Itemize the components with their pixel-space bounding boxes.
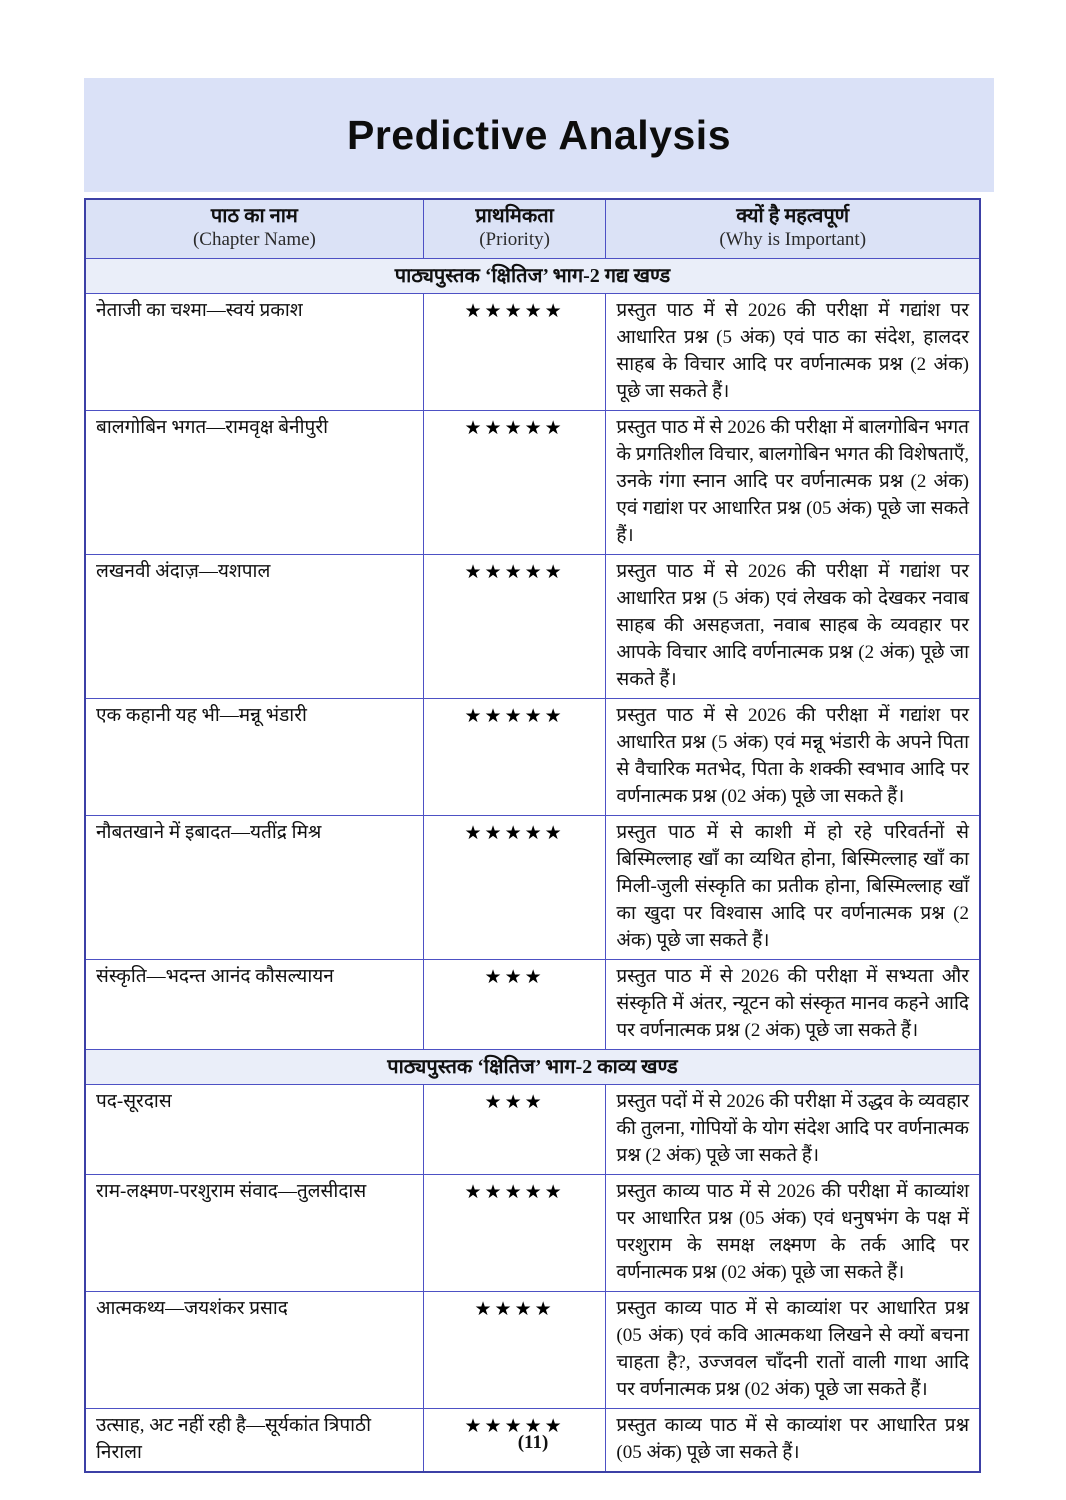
table-row	[85, 411, 980, 555]
why-cell: प्रस्तुत काव्य पाठ में से काव्यांश पर आधारित प्रश्न (05 अंक) एवं कवि आत्मकथा लिखने से क्यों बचना चाहता है?, उज्जवल चाँदनी रातों वाली गाथा आदि पर वर्णनात्मक प्रश्न (02 अंक) पूछे जा सकते हैं।	[606, 1291, 980, 1408]
priority-stars: ★★★★★	[423, 815, 606, 959]
chapter-cell: आत्मकथ्य—जयशंकर प्रसाद	[85, 1291, 423, 1408]
priority-stars: ★★★	[423, 1084, 606, 1174]
priority-stars: ★★★★★	[423, 411, 606, 555]
priority-stars: ★★★★★	[423, 698, 606, 815]
why-cell: प्रस्तुत पाठ में से 2026 की परीक्षा में बालगोबिन भगत के प्रगतिशील विचार, बालगोबिन भगत की विशेषताएँ, उनके गंगा स्नान आदि पर वर्णनात्मक प्रश्न (2 अंक) एवं गद्यांश पर आधारित प्रश्न (05 अंक) पूछे जा सकते हैं।	[606, 411, 980, 555]
priority-stars: ★★★★	[423, 1291, 606, 1408]
chapter-cell: नौबतखाने में इबादत—यतींद्र मिश्र	[85, 815, 423, 959]
table-row	[85, 294, 980, 411]
table-row	[85, 1174, 980, 1291]
col-header-why-important-hindi: क्यों है महत्वपूर्ण	[736, 205, 850, 227]
table-row	[85, 1084, 980, 1174]
priority-stars: ★★★★★	[423, 1408, 606, 1471]
col-header-chapter-name	[85, 199, 423, 259]
why-cell: प्रस्तुत पाठ में से 2026 की परीक्षा में सभ्यता और संस्कृति में अंतर, न्यूटन को संस्कृत मानव कहने आदि पर वर्णनात्मक प्रश्न (2 अंक) पूछे जा सकते हैं।	[606, 959, 980, 1049]
priority-stars: ★★★★★	[423, 294, 606, 411]
why-cell: प्रस्तुत काव्य पाठ में से 2026 की परीक्षा में काव्यांश पर आधारित प्रश्न (05 अंक) एवं धनुषभंग के पक्ष में परशुराम के समक्ष लक्ष्मण के तर्क आदि पर वर्णनात्मक प्रश्न (02 अंक) पूछे जा सकते हैं।	[606, 1174, 980, 1291]
page-title: Predictive Analysis	[346, 111, 731, 158]
table-row	[85, 815, 980, 959]
chapter-cell: संस्कृति—भदन्त आनंद कौसल्यायन	[85, 959, 423, 1049]
priority-stars: ★★★	[423, 959, 606, 1049]
col-header-chapter-name-english: (Chapter Name)	[192, 229, 316, 250]
table-row	[85, 959, 980, 1049]
page-title-banner	[84, 78, 994, 192]
chapter-cell: बालगोबिन भगत—रामवृक्ष बेनीपुरी	[85, 411, 423, 555]
page-number: (11)	[517, 1432, 549, 1453]
section-heading: पाठ्यपुस्तक ‘क्षितिज’ भाग-2 काव्य खण्ड	[85, 1049, 980, 1084]
col-header-chapter-name-hindi: पाठ का नाम	[210, 205, 298, 227]
table-row	[85, 555, 980, 699]
priority-stars: ★★★★★	[423, 555, 606, 699]
predictive-analysis-table	[84, 198, 981, 1473]
chapter-cell: एक कहानी यह भी—मन्नू भंडारी	[85, 698, 423, 815]
chapter-cell: राम-लक्ष्मण-परशुराम संवाद—तुलसीदास	[85, 1174, 423, 1291]
why-cell: प्रस्तुत पाठ में से 2026 की परीक्षा में गद्यांश पर आधारित प्रश्न (5 अंक) एवं लेखक को देखकर नवाब साहब की असहजता, नवाब साहब के व्यवहार पर आपके विचार आदि वर्णनात्मक प्रश्न (2 अंक) पूछे जा सकते हैं।	[606, 555, 980, 699]
why-cell: प्रस्तुत पदों में से 2026 की परीक्षा में उद्धव के व्यवहार की तुलना, गोपियों के योग संदेश आदि पर वर्णनात्मक प्रश्न (2 अंक) पूछे जा सकते हैं।	[606, 1084, 980, 1174]
col-header-priority-english: (Priority)	[479, 229, 550, 250]
section-heading: पाठ्यपुस्तक ‘क्षितिज’ भाग-2 गद्य खण्ड	[85, 259, 980, 294]
col-header-why-important-english: (Why is Important)	[719, 229, 867, 250]
why-cell: प्रस्तुत पाठ में से 2026 की परीक्षा में गद्यांश पर आधारित प्रश्न (5 अंक) एवं पाठ का संदेश, हालदर साहब के विचार आदि पर वर्णनात्मक प्रश्न (2 अंक) पूछे जा सकते हैं।	[606, 294, 980, 411]
why-cell: प्रस्तुत पाठ में से काशी में हो रहे परिवर्तनों से बिस्मिल्लाह खाँ का व्यथित होना, बिस्मिल्लाह खाँ का मिली-जुली संस्कृति का प्रतीक होना, बिस्मिल्लाह खाँ का खुदा पर विश्वास आदि पर वर्णनात्मक प्रश्न (2 अंक) पूछे जा सकते हैं।	[606, 815, 980, 959]
chapter-cell: लखनवी अंदाज़—यशपाल	[85, 555, 423, 699]
chapter-cell: उत्साह, अट नहीं रही है—सूर्यकांत त्रिपाठी निराला	[85, 1408, 423, 1471]
table-row	[85, 1291, 980, 1408]
chapter-cell: नेताजी का चश्मा—स्वयं प्रकाश	[85, 294, 423, 411]
chapter-cell: पद-सूरदास	[85, 1084, 423, 1174]
col-header-priority-hindi: प्राथमिकता	[475, 205, 554, 227]
section-header-gadya-khand	[85, 259, 980, 294]
table-header-row	[85, 199, 980, 259]
why-cell: प्रस्तुत पाठ में से 2026 की परीक्षा में गद्यांश पर आधारित प्रश्न (5 अंक) एवं मन्नू भंडारी के अपने पिता से वैचारिक मतभेद, पिता के शक्की स्वभाव आदि पर वर्णनात्मक प्रश्न (02 अंक) पूछे जा सकते हैं।	[606, 698, 980, 815]
table-row	[85, 698, 980, 815]
section-header-kavya-khand	[85, 1049, 980, 1084]
col-header-priority	[423, 199, 606, 259]
col-header-why-important	[606, 199, 980, 259]
priority-stars: ★★★★★	[423, 1174, 606, 1291]
why-cell: प्रस्तुत काव्य पाठ में से काव्यांश पर आधारित प्रश्न (05 अंक) पूछे जा सकते हैं।	[606, 1408, 980, 1471]
